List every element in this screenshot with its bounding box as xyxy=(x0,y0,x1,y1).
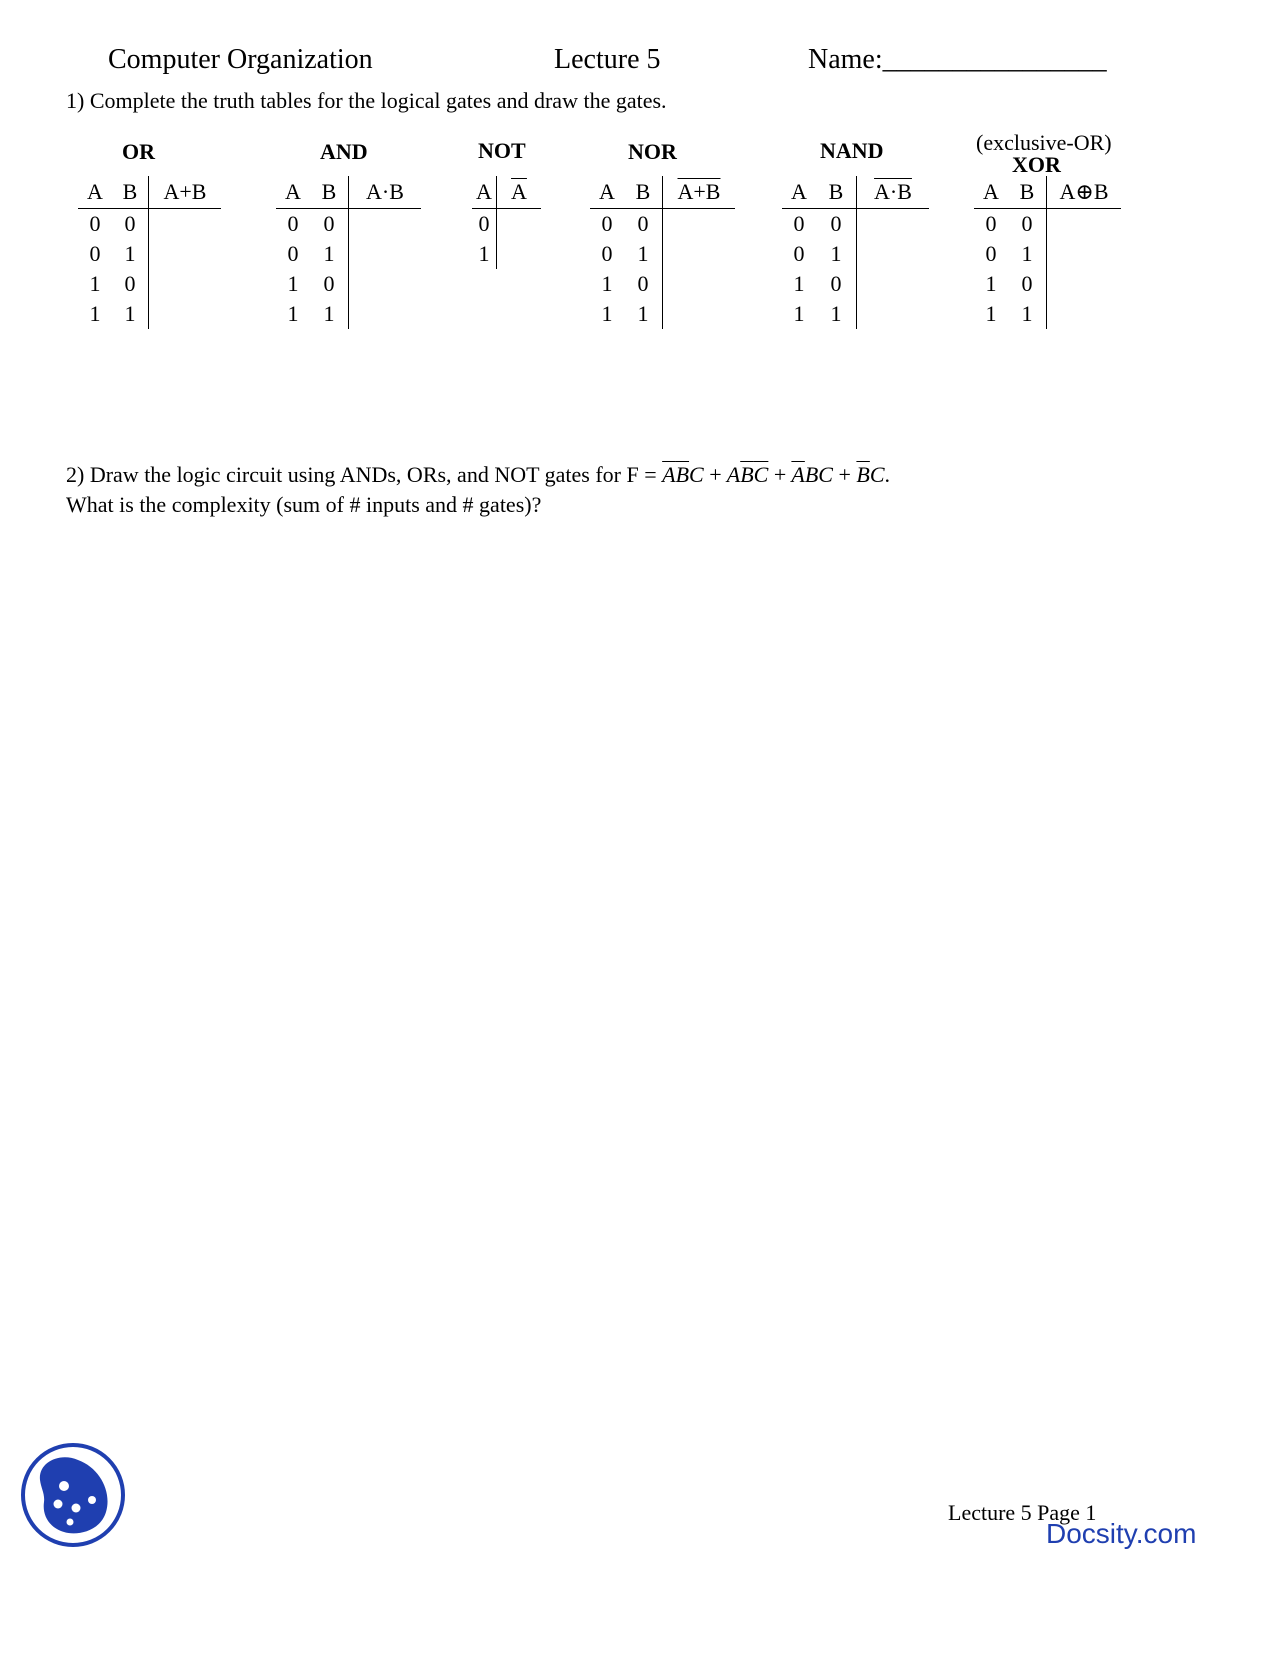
table-row: 1 0 xyxy=(276,269,421,299)
table-row: 1 xyxy=(472,239,541,269)
or-gate-title: OR xyxy=(122,139,155,164)
table-row: 1 1 xyxy=(782,299,929,329)
output-cell[interactable] xyxy=(857,239,930,269)
table-row: 1 0 xyxy=(78,269,221,299)
nor-truth-table xyxy=(590,176,735,329)
table-row: 1 1 xyxy=(590,299,735,329)
output-cell[interactable] xyxy=(663,209,736,240)
table-row: 0 1 xyxy=(782,239,929,269)
table-row: 1 1 xyxy=(276,299,421,329)
output-cell[interactable] xyxy=(149,299,222,329)
output-cell[interactable] xyxy=(1047,299,1122,329)
output-cell[interactable] xyxy=(1047,209,1122,240)
col-a-header: A xyxy=(472,176,497,209)
col-b-header: B xyxy=(1008,176,1047,209)
table-row: 1 0 xyxy=(782,269,929,299)
output-cell[interactable] xyxy=(349,299,422,329)
output-cell[interactable] xyxy=(497,239,542,269)
output-cell[interactable] xyxy=(663,239,736,269)
col-b-header: B xyxy=(624,176,663,209)
col-b-header: B xyxy=(816,176,857,209)
docsity-link[interactable]: Docsity.com xyxy=(1046,1518,1197,1549)
output-cell[interactable] xyxy=(349,209,422,240)
name-field-label: Name:________________ xyxy=(808,44,1107,75)
table-row: 1 0 xyxy=(590,269,735,299)
table-row: 1 1 xyxy=(974,299,1121,329)
xor-subtitle: (exclusive-OR) xyxy=(976,130,1112,155)
col-a-header: A xyxy=(782,176,816,209)
question-2: 2) Draw the logic circuit using ANDs, ORs, and NOT gates for $F = \overline{A}\overline{B}C + A\overline{B}\overline{C} + \overline{A}BC + \overline{B}C$. xyxy=(66,462,891,487)
and-truth-table xyxy=(276,176,421,329)
not-gate-title: NOT xyxy=(478,138,526,163)
output-cell[interactable] xyxy=(1047,269,1122,299)
output-cell[interactable] xyxy=(149,269,222,299)
output-cell[interactable] xyxy=(149,209,222,240)
output-header: A⊕B xyxy=(1047,176,1122,209)
docsity-logo-icon xyxy=(20,1442,126,1548)
table-row: 0 0 xyxy=(590,209,735,240)
output-cell[interactable] xyxy=(149,239,222,269)
output-cell[interactable] xyxy=(857,209,930,240)
output-cell[interactable] xyxy=(857,269,930,299)
col-b-header: B xyxy=(310,176,349,209)
col-a-header: A xyxy=(590,176,624,209)
xor-truth-table xyxy=(974,176,1121,329)
table-row: 0 0 xyxy=(782,209,929,240)
output-cell[interactable] xyxy=(663,299,736,329)
xor-gate-title: XOR xyxy=(1012,152,1061,177)
table-row: 0 0 xyxy=(276,209,421,240)
nand-truth-table xyxy=(782,176,929,329)
table-row: 0 xyxy=(472,209,541,240)
nor-gate-title: NOR xyxy=(628,139,677,164)
table-row: 1 0 xyxy=(974,269,1121,299)
col-a-header: A xyxy=(78,176,112,209)
output-cell[interactable] xyxy=(497,209,542,240)
output-cell[interactable] xyxy=(857,299,930,329)
table-row: 0 1 xyxy=(590,239,735,269)
question-1: 1) Complete the truth tables for the logical gates and draw the gates. xyxy=(66,88,667,113)
col-b-header: B xyxy=(112,176,149,209)
table-row: 0 1 xyxy=(78,239,221,269)
output-cell[interactable] xyxy=(349,269,422,299)
output-header: A·B xyxy=(857,176,930,209)
question-2-prefix: 2) Draw the logic circuit using ANDs, ORs, and NOT gates for F = xyxy=(66,462,657,487)
output-header: A·B xyxy=(349,176,422,209)
table-row: 0 1 xyxy=(276,239,421,269)
not-truth-table xyxy=(472,176,541,269)
and-gate-title: AND xyxy=(320,139,368,164)
or-truth-table xyxy=(78,176,221,329)
col-a-header: A xyxy=(276,176,310,209)
output-cell[interactable] xyxy=(1047,239,1122,269)
output-header: A+B xyxy=(663,176,736,209)
table-row: 1 1 xyxy=(78,299,221,329)
output-cell[interactable] xyxy=(663,269,736,299)
output-header: A+B xyxy=(149,176,222,209)
output-header: $\overline{A}$ xyxy=(497,176,542,209)
table-row: 0 1 xyxy=(974,239,1121,269)
page-number: Lecture 5 Page 1 xyxy=(948,1500,1097,1525)
boolean-expression: $\overline{A}\overline{B}C + A\overline{B}\overline{C} + \overline{A}BC + \overline{B}C$ xyxy=(662,462,885,487)
nand-gate-title: NAND xyxy=(820,138,884,163)
table-row: 0 0 xyxy=(974,209,1121,240)
lecture-label: Lecture 5 xyxy=(554,44,661,75)
course-title: Computer Organization xyxy=(108,44,373,75)
col-a-header: A xyxy=(974,176,1008,209)
table-row: 0 0 xyxy=(78,209,221,240)
output-cell[interactable] xyxy=(349,239,422,269)
question-2-complexity: What is the complexity (sum of # inputs and # gates)? xyxy=(66,492,542,517)
